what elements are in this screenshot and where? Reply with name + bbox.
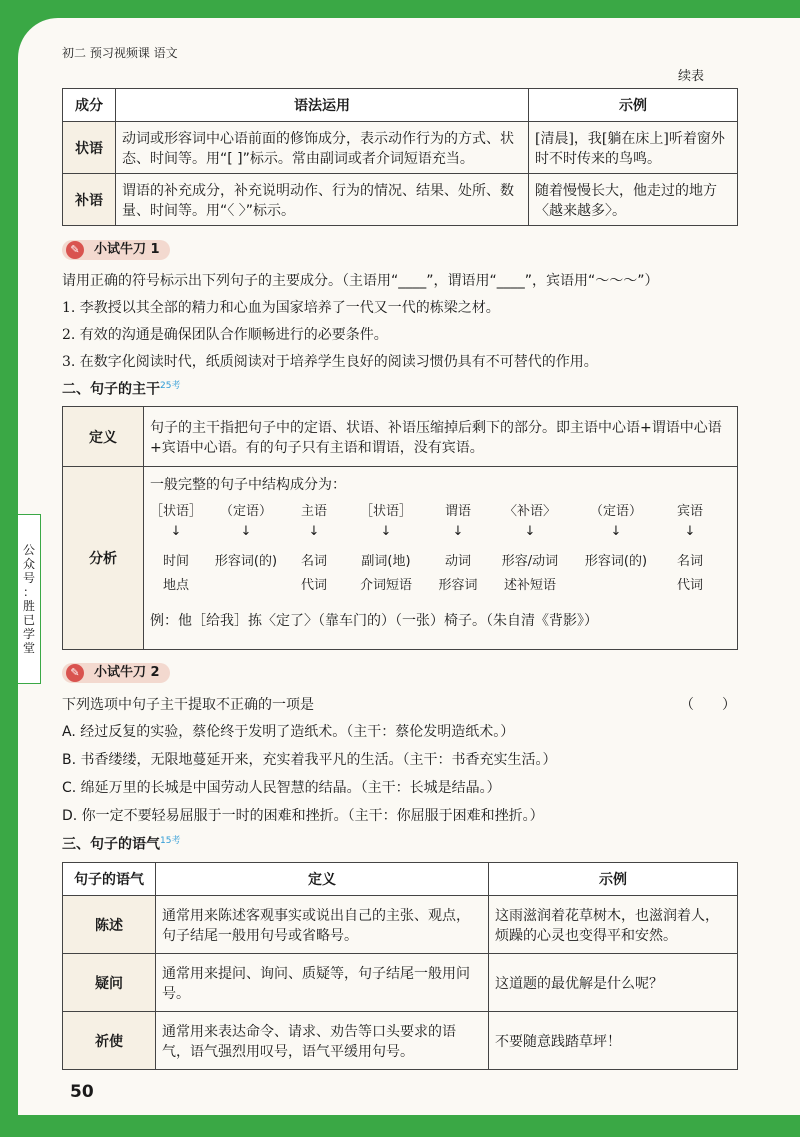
part-label: ［状语］	[149, 504, 202, 519]
row-label: 补语	[63, 174, 116, 226]
option-a: A. 经过反复的实验，蔡伦终于发明了造纸术。（主干：蔡伦发明造纸术。）	[62, 724, 515, 740]
col-header: 定义	[156, 863, 489, 896]
part-label: 〈补语〉	[503, 504, 556, 519]
part-label: ［状语］	[359, 504, 412, 519]
side-char: 公	[22, 543, 35, 557]
word-type: 名词	[300, 554, 327, 569]
row-label: 状语	[63, 122, 116, 174]
example-cell: 不要随意践踏草坪！	[489, 1012, 738, 1070]
exercise-tag	[62, 240, 170, 260]
analysis-intro: 一般完整的句子中结构成分为：	[150, 477, 346, 493]
arrow-icon: ↓	[524, 524, 536, 539]
col-header: 成分	[63, 89, 116, 122]
row-label: 定义	[63, 407, 144, 467]
definition-cell: 通常用来陈述客观事实或说出自己的主张、观点，句子结尾一般用句号或省略号。	[156, 896, 489, 954]
side-char: 胜	[22, 599, 35, 613]
row-label: 分析	[63, 467, 144, 650]
part-label: 谓语	[444, 504, 471, 519]
arrow-icon: ↓	[240, 524, 252, 539]
word-type: 介词短语	[359, 578, 412, 593]
table-sentence-mood	[62, 862, 738, 1070]
word-type: 形容/动词	[501, 554, 559, 569]
example-cell: 随着慢慢长大，他走过的地方〈越来越多〉。	[529, 174, 738, 226]
exercise-tag-label: 小试牛刀 2	[94, 665, 160, 680]
exercise-item: 2. 有效的沟通是确保团队合作顺畅进行的必要条件。	[62, 327, 388, 343]
exercise-item: 3. 在数字化阅读时代，纸质阅读对于培养学生良好的阅读习惯仍具有不可替代的作用。	[62, 354, 598, 370]
row-label: 陈述	[63, 896, 156, 954]
definition-cell: 句子的主干指把句子中的定语、状语、补语压缩掉后剩下的部分。即主语中心语+谓语中心语+宾语中心语。有的句子只有主语和谓语，没有宾语。	[144, 407, 738, 467]
exercise-prompt: 下列选项中句子主干提取不正确的一项是	[62, 697, 314, 713]
usage-cell: 谓语的补充成分，补充说明动作、行为的情况、结果、处所、数量、时间等。用“〈 〉”标示。	[116, 174, 529, 226]
exam-note: 15考	[160, 836, 181, 846]
section-title	[62, 378, 180, 399]
part-label: （定语）	[219, 504, 272, 519]
side-char: 众	[22, 557, 35, 571]
side-tab	[18, 514, 41, 684]
arrow-icon: ↓	[452, 524, 464, 539]
part-label: 主语	[300, 504, 327, 519]
word-type: 述补短语	[503, 578, 556, 593]
word-type: 形容词(的)	[214, 554, 278, 569]
exercise-item: 1. 李教授以其全部的精力和心血为国家培养了一代又一代的栋梁之材。	[62, 300, 500, 316]
option-b: B. 书香缕缕，无限地蔓延开来，充实着我平凡的生活。（主干：书香充实生活。）	[62, 752, 557, 768]
structure-grid	[150, 500, 731, 646]
pencil-icon: ✎	[66, 241, 84, 259]
side-char: 已	[22, 613, 35, 627]
table-sentence-parts	[62, 88, 738, 226]
col-header: 语法运用	[116, 89, 529, 122]
section-title	[62, 833, 180, 854]
header-title: 初二 预习视频课 语文	[62, 46, 178, 60]
side-char: 号	[22, 571, 35, 585]
exam-note: 25考	[160, 381, 181, 391]
word-type: 动词	[444, 554, 471, 569]
page-number: 50	[70, 1082, 94, 1102]
word-type: 形容词	[438, 578, 478, 593]
definition-cell: 通常用来表达命令、请求、劝告等口头要求的语气，语气强烈用叹号，语气平缓用句号。	[156, 1012, 489, 1070]
example-cell: 这道题的最优解是什么呢？	[489, 954, 738, 1012]
analysis-cell	[144, 467, 738, 650]
col-header: 句子的语气	[63, 863, 156, 896]
row-label: 祈使	[63, 1012, 156, 1070]
exercise-tag	[62, 663, 170, 683]
arrow-icon: ↓	[380, 524, 392, 539]
table-sentence-trunk	[62, 406, 738, 650]
arrow-icon: ↓	[308, 524, 320, 539]
word-type: 时间	[162, 554, 189, 569]
word-type: 副词(地)	[361, 554, 411, 569]
page	[18, 18, 800, 1115]
word-type: 代词	[676, 578, 703, 593]
word-type: 地点	[162, 578, 189, 593]
word-type: 形容词(的)	[584, 554, 648, 569]
exercise-prompt: 请用正确的符号标示出下列句子的主要成分。（主语用“____”，谓语用“____”，宾语用“～～～”）	[62, 273, 659, 289]
answer-paren: （ ）	[680, 697, 736, 713]
col-header: 示例	[489, 863, 738, 896]
arrow-icon: ↓	[610, 524, 622, 539]
example-cell: 这雨滋润着花草树木，也滋润着人，烦躁的心灵也变得平和安然。	[489, 896, 738, 954]
option-c: C. 绵延万里的长城是中国劳动人民智慧的结晶。（主干：长城是结晶。）	[62, 780, 501, 796]
example-cell: [清晨]，我[躺在床上]听着窗外时不时传来的鸟鸣。	[529, 122, 738, 174]
arrow-icon: ↓	[170, 524, 182, 539]
word-type: 代词	[300, 578, 327, 593]
side-char: ：	[22, 585, 35, 599]
continued-label: 续表	[678, 69, 705, 84]
side-char: 学	[22, 627, 35, 641]
part-label: （定语）	[589, 504, 642, 519]
row-label: 疑问	[63, 954, 156, 1012]
side-char: 堂	[22, 641, 35, 655]
pencil-icon: ✎	[66, 664, 84, 682]
option-d: D. 你一定不要轻易屈服于一时的困难和挫折。（主干：你屈服于困难和挫折。）	[62, 808, 544, 824]
section-title-text: 二、句子的主干	[62, 381, 160, 398]
analysis-example: 例：他［给我］拣〈定了〉（靠车门的）（一张）椅子。（朱自清《背影》）	[150, 613, 598, 629]
part-label: 宾语	[676, 504, 703, 519]
section-title-text: 三、句子的语气	[62, 836, 160, 853]
exercise-tag-label: 小试牛刀 1	[94, 242, 160, 257]
word-type: 名词	[676, 554, 703, 569]
usage-cell: 动词或形容词中心语前面的修饰成分，表示动作行为的方式、状态、时间等。用“[ ]”标示。常由副词或者介词短语充当。	[116, 122, 529, 174]
col-header: 示例	[529, 89, 738, 122]
arrow-icon: ↓	[684, 524, 696, 539]
definition-cell: 通常用来提问、询问、质疑等，句子结尾一般用问号。	[156, 954, 489, 1012]
